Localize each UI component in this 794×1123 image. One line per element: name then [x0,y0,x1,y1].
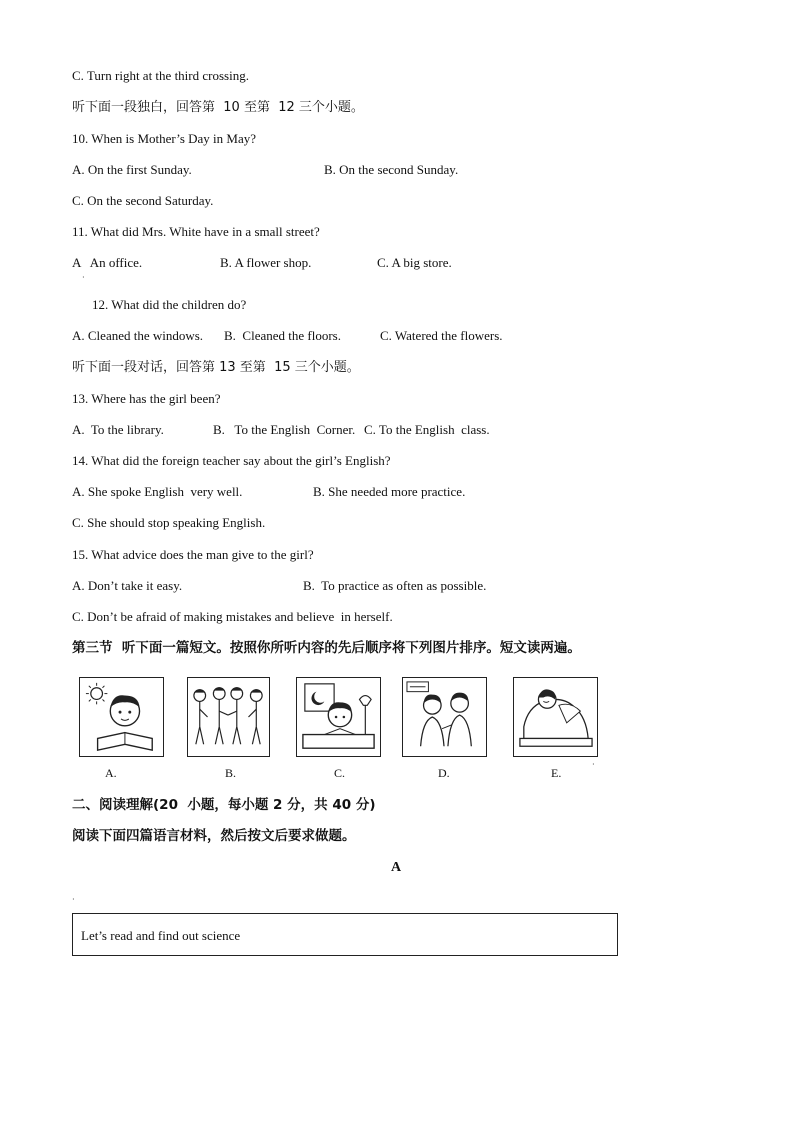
picture-d-people-talking [402,677,487,757]
stray-mark: · [72,895,75,904]
q12-option-a: A. Cleaned the windows. [72,328,204,343]
q11-option-b: B. A flower shop. [220,255,312,270]
q12-option-b: B. Cleaned the floors. [224,328,341,343]
night-study-illustration [297,678,380,756]
q10-option-b: B. On the second Sunday. [324,162,459,177]
children-greeting-illustration [188,678,269,756]
q15-option-c: C. Don’t be afraid of making mistakes and believe in herself. [72,609,393,624]
question-13: 13. Where has the girl been? [72,391,221,406]
q9-option-c: C. Turn right at the third crossing. [72,68,249,83]
q13-option-a: A. To the library. [72,422,164,437]
talking-illustration [403,678,486,756]
passage-a-title: A [391,860,402,875]
part-2-heading: 二、阅读理解(20 小题，每小题 2 分，共 40 分) [72,797,376,813]
question-12: 12. What did the children do? [92,297,247,312]
q11-option-c: C. A big store. [377,255,452,270]
passage-a-box-text: Let’s read and find out science [81,928,241,943]
q14-option-a: A. She spoke English very well. [72,484,243,499]
q15-option-a: A. Don’t take it easy. [72,578,183,593]
picture-e-sleeping [513,677,598,757]
picture-label-b: B. [225,766,237,780]
q14-option-c: C. She should stop speaking English. [72,515,266,530]
picture-label-c: C. [334,766,346,780]
boy-reading-illustration [80,678,163,756]
picture-a-boy-reading [79,677,164,757]
q10-option-c: C. On the second Saturday. [72,193,214,208]
picture-b-children-greeting [187,677,270,757]
question-11: 11. What did Mrs. White have in a small street? [72,224,320,239]
section-3-heading: 第三节 听下面一篇短文。按照你所听内容的先后顺序将下列图片排序。短文读两遍。 [72,640,581,656]
question-14: 14. What did the foreign teacher say about the girl’s English? [72,453,391,468]
q14-option-b: B. She needed more practice. [313,484,466,499]
q12-option-c: C. Watered the flowers. [380,328,503,343]
picture-label-a: A. [105,766,117,780]
question-15: 15. What advice does the man give to the girl? [72,547,314,562]
passage-a-box [72,913,618,956]
stray-mark: · [82,273,85,282]
q13-option-c: C. To the English class. [364,422,490,437]
picture-c-studying-at-night [296,677,381,757]
sleeping-illustration [514,678,597,756]
q15-option-b: B. To practice as often as possible. [303,578,487,593]
q13-option-b: B. To the English Corner. [213,422,356,437]
picture-label-d: D. [438,766,450,780]
picture-label-e: E. [551,766,562,780]
q11-option-a: A An office. [72,255,143,270]
stray-mark: · [592,760,595,769]
q10-option-a: A. On the first Sunday. [72,162,192,177]
question-10: 10. When is Mother’s Day in May? [72,131,257,146]
part-2-instruction: 阅读下面四篇语言材料，然后按文后要求做题。 [72,828,356,844]
instruction-dialogue: 听下面一段对话，回答第 13 至第 15 三个小题。 [72,360,360,375]
instruction-monologue: 听下面一段独白，回答第 10 至第 12 三个小题。 [72,100,364,115]
